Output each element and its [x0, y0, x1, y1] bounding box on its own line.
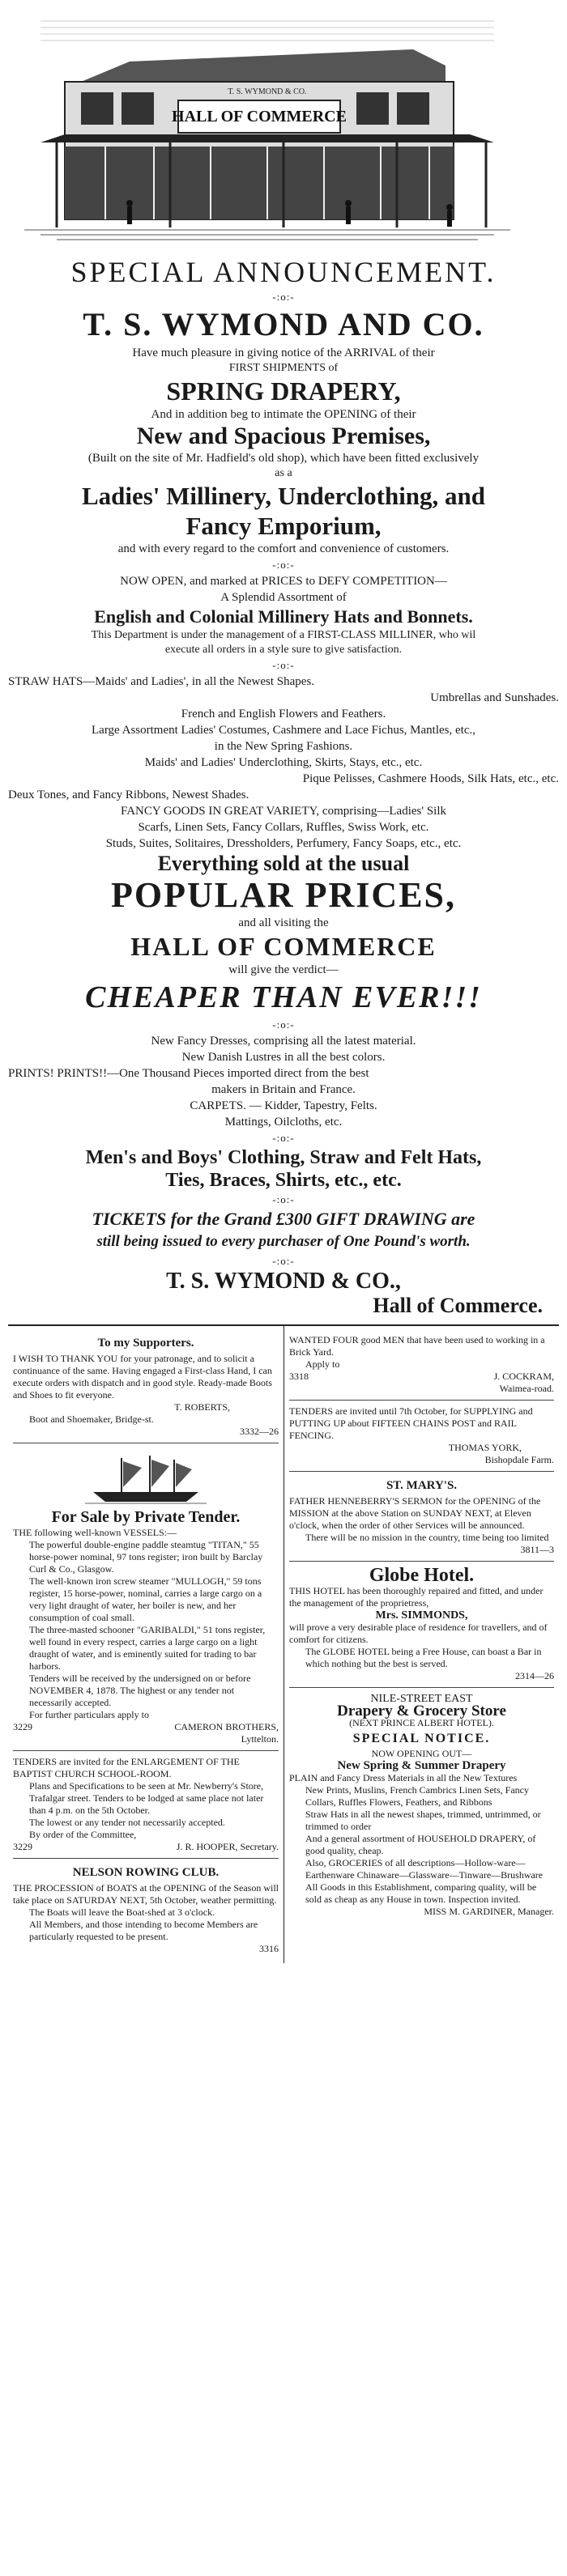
ad-number: 3811—3 [520, 1544, 554, 1555]
ad-paragraph: Plans and Specifications to be seen at Mr. Newberry's Store, Trafalgar street. Tenders to be lodged at same place not later than 4 p.m. on the 5th October. [29, 1780, 264, 1816]
ad-intro: THE following well-known VESSELS:— [13, 1527, 177, 1538]
as-a-line: as a [275, 467, 292, 479]
ad-body: FATHER HENNEBERRY'S SERMON for the OPENING of the MISSION at the above Station on SUNDAY NEXT, at Eleven o'clock, when the order of other Services will be announced. [289, 1495, 541, 1531]
announcement-title: SPECIAL ANNOUNCEMENT. [70, 256, 497, 288]
ad-paragraph: There will be no mission in the country, time being too limited [305, 1532, 549, 1543]
more-line: CARPETS. — Kidder, Tapestry, Felts. [190, 1099, 377, 1112]
popular-prices-heading: POPULAR PRICES, [110, 875, 457, 915]
ad-signature: THOMAS YORK, [448, 1442, 522, 1453]
separator: -:o:- [272, 659, 295, 671]
ad-heading: NELSON ROWING CLUB. [72, 1866, 220, 1879]
hall-of-commerce-engraving [8, 5, 526, 248]
ad-heading: For Sale by Private Tender. [51, 1508, 241, 1526]
ad-number: 3332—26 [240, 1426, 279, 1437]
separator: -:o:- [272, 1193, 295, 1205]
visiting-line: and all visiting the [238, 916, 329, 929]
ad-paragraph: Tenders will be received by the undersigned on or before NOVEMBER 4, 1878. The highest or any tender not necessarily accepted. [29, 1673, 251, 1708]
ad-footer [13, 1841, 279, 1853]
nile-street-ad [289, 1688, 554, 1923]
ad-now-opening: NOW OPENING OUT— [371, 1748, 472, 1759]
ad-footer [13, 1721, 279, 1733]
separator: -:o:- [272, 291, 295, 303]
ad-place: Lyttelton. [241, 1733, 279, 1745]
signature-hall: Hall of Commerce. [373, 1294, 543, 1317]
list-line: Scarfs, Linen Sets, Fancy Collars, Ruffles, Swiss Work, etc. [138, 821, 429, 834]
signature-company: T. S. WYMOND & CO., [166, 1269, 401, 1294]
ad-body: WANTED FOUR good MEN that have been used to working in a Brick Yard. [289, 1334, 545, 1358]
fencing-tender-ad [289, 1401, 554, 1472]
more-line: New Fancy Dresses, comprising all the latest material. [151, 1035, 416, 1048]
ad-heading: NILE-STREET EAST [370, 1693, 473, 1705]
list-line: STRAW HATS—Maids' and Ladies', in all the Newest Shapes. [8, 675, 315, 688]
ad-paragraph: PLAIN and Fancy Dress Materials in all the New Textures [289, 1772, 518, 1783]
mens-heading: Men's and Boys' Clothing, Straw and Felt Hats, [85, 1147, 482, 1168]
vessels-sale-ad [13, 1443, 279, 1751]
ad-paragraph: By order of the Committee, [29, 1829, 137, 1840]
intro-line: FIRST SHIPMENTS of [228, 362, 339, 374]
ad-signature: T. ROBERTS, [174, 1401, 230, 1413]
emporium-heading: Fancy Emporium, [185, 512, 382, 540]
ad-number: 3229 [13, 1841, 32, 1852]
ad-paragraph: The powerful double-engine paddle steamtug "TITAN," 55 horse-power nominal, 97 tons register; iron built by Barclay Curl & Co., Glasgow. [29, 1539, 263, 1575]
ad-signature: J. R. HOOPER, Secretary. [176, 1841, 279, 1852]
emporium-heading: Ladies' Millinery, Underclothing, and [81, 482, 486, 510]
list-line: Large Assortment Ladies' Costumes, Cashmere and Lace Fichus, Mantles, etc., [92, 724, 475, 737]
company-name: T. S. WYMOND AND CO. [83, 306, 484, 342]
ad-body: THIS HOTEL has been thoroughly repaired and fitted, and under the management of the proprietress, [289, 1585, 544, 1609]
ad-heading: ST. MARY'S. [386, 1479, 458, 1492]
ad-subheading: (NEXT PRINCE ALBERT HOTEL). [349, 1717, 494, 1728]
ad-proprietress: Mrs. SIMMONDS, [375, 1609, 468, 1622]
ad-paragraph: The lowest or any tender not necessarily accepted. [29, 1817, 225, 1828]
ad-signature: CAMERON BROTHERS, [174, 1721, 279, 1732]
intro-line: And in addition beg to intimate the OPENING of their [151, 408, 416, 421]
separator: -:o:- [272, 1255, 295, 1267]
list-line: in the New Spring Fashions. [214, 740, 353, 753]
list-line: Deux Tones, and Fancy Ribbons, Newest Shades. [8, 789, 249, 801]
verdict-line: will give the verdict— [228, 963, 339, 976]
spring-drapery-heading: SPRING DRAPERY, [166, 376, 401, 406]
ad-paragraph: The Boats will leave the Boat-shed at 3 o'clock. [29, 1906, 215, 1918]
ad-special-notice: SPECIAL NOTICE. [352, 1732, 491, 1745]
ad-paragraph: The well-known iron screw steamer "MULLOGH," 59 tons register, 15 horse-power, nominal, carries a large cargo on a very light draught of water, her boiler is new, and her consumption of coal small. [29, 1575, 262, 1623]
more-line: PRINTS! PRINTS!!—One Thousand Pieces imported direct from the best [8, 1067, 369, 1080]
ad-paragraph: For further particulars apply to [29, 1709, 149, 1720]
ad-paragraph: New Prints, Muslins, French Cambrics Linen Sets, Fancy Collars, Ruffles Flowers, Feathers, and Ribbons [305, 1784, 529, 1808]
mens-heading: Ties, Braces, Shirts, etc., etc. [165, 1170, 402, 1191]
separator: -:o:- [272, 1018, 295, 1031]
ad-heading: To my Supporters. [97, 1337, 194, 1350]
ad-number: 2314—26 [515, 1670, 554, 1681]
separator: -:o:- [272, 1132, 295, 1144]
ad-body: I WISH TO THANK YOU for your patronage, and to solicit a continuance of the same. Having engaged a First-class Hand, I can execute orders with dispatch and in good style. Ready-made Boots and Shoes to fit everyone. [13, 1353, 272, 1401]
ad-heading: Globe Hotel. [369, 1565, 475, 1586]
ad-body: THE PROCESSION of BOATS at the OPENING of the Season will take place on SATURDAY NEXT, 5th October, weather permitting. [13, 1882, 279, 1906]
ad-signature: MISS M. GARDINER, Manager. [424, 1906, 554, 1917]
more-line: Mattings, Oilcloths, etc. [224, 1116, 343, 1129]
rowing-club-ad [13, 1859, 279, 1960]
classifieds-columns [8, 1324, 559, 1963]
premises-heading: New and Spacious Premises, [136, 423, 431, 449]
everything-sold-heading: Everything sold at the usual [157, 852, 410, 875]
hall-heading: HALL OF COMMERCE [130, 932, 437, 961]
ad-paragraph: All Members, and those intending to become Members are particularly requested to be present. [29, 1919, 258, 1942]
left-column [8, 1326, 284, 1963]
list-line: French and English Flowers and Feathers. [181, 708, 386, 721]
ad-place: Bishopdale Farm. [484, 1454, 554, 1465]
ad-paragraph: Also, GROCERIES of all descriptions—Hollow-ware—Earthenware Chinaware—Glassware—Tinware—Brushware [305, 1857, 544, 1881]
ad-heading: Drapery & Grocery Store [337, 1702, 506, 1719]
ad-paragraph: The GLOBE HOTEL being a Free House, can boast a Bar in which nothing but the best is served. [305, 1646, 542, 1669]
separator: -:o:- [272, 559, 295, 571]
more-line: New Danish Lustres in all the best colors. [181, 1051, 386, 1064]
ad-body: TENDERS are invited until 7th October, for SUPPLYING and PUTTING UP about FIFTEEN CHAINS POST and RAIL FENCING. [289, 1405, 533, 1441]
ad-paragraph: will prove a very desirable place of residence for travellers, and of comfort for citizens. [289, 1622, 548, 1645]
ad-number: 3318 [289, 1371, 309, 1382]
splendid-line: A Splendid Assortment of [220, 591, 347, 604]
ad-place: Waimea-road. [499, 1383, 554, 1394]
millinery-heading: English and Colonial Millinery Hats and Bonnets. [94, 606, 473, 627]
dept-line: This Department is under the management of a FIRST-CLASS MILLINER, who wil [91, 629, 476, 641]
ad-paragraph: The three-masted schooner "GARIBALDI," 51 tons register, well found in every respect, carries a large cargo on a light draught of water, and is eminently suited for trading to bar harbors. [29, 1624, 266, 1672]
list-line: Studs, Suites, Solitaires, Dressholders, Perfumery, Fancy Soaps, etc., etc. [105, 837, 462, 850]
supporters-ad [13, 1329, 279, 1443]
ad-paragraph: All Goods in this Establishment, comparing quality, will be sold as cheap as any House in town. Inspection invited. [305, 1881, 537, 1905]
baptist-tender-ad [13, 1751, 279, 1859]
ship-icon [85, 1452, 207, 1508]
list-line: Pique Pelisses, Cashmere Hoods, Silk Hats, etc., etc. [302, 772, 559, 785]
ad-address: Boot and Shoemaker, Bridge-st. [29, 1413, 154, 1425]
ad-signature: J. COCKRAM, [493, 1371, 554, 1382]
tickets-heading: TICKETS for the Grand £300 GIFT DRAWING are [92, 1209, 475, 1229]
ad-number: 3316 [259, 1943, 279, 1954]
cheaper-heading: CHEAPER THAN EVER!!! [85, 980, 482, 1014]
now-open-line: NOW OPEN, and marked at PRICES to DEFY COMPETITION— [120, 575, 447, 588]
list-line: Maids' and Ladies' Underclothing, Skirts, Stays, etc., etc. [144, 756, 423, 769]
intro-line: Have much pleasure in giving notice of the ARRIVAL of their [132, 346, 435, 359]
ad-drapery: New Spring & Summer Drapery [337, 1759, 506, 1772]
dept-line: execute all orders in a style sure to give satisfaction. [164, 644, 403, 656]
tickets-heading: still being issued to every purchaser of One Pound's worth. [96, 1233, 471, 1250]
engraving-sign-top: T. S. WYMOND & CO. [228, 87, 307, 96]
comfort-line: and with every regard to the comfort and convenience of customers. [117, 542, 450, 555]
wanted-ad [289, 1329, 554, 1401]
list-line: FANCY GOODS IN GREAT VARIETY, comprising—Ladies' Silk [120, 805, 447, 818]
ad-apply: Apply to [305, 1358, 340, 1370]
list-line: Umbrellas and Sunshades. [430, 691, 559, 704]
newspaper-page [8, 0, 559, 1963]
st-marys-ad [289, 1472, 554, 1562]
right-column [284, 1326, 559, 1963]
ad-footer [289, 1371, 554, 1383]
more-line: makers in Britain and France. [211, 1083, 356, 1096]
engraving-sign-main: HALL OF COMMERCE [172, 108, 347, 125]
ad-number: 3229 [13, 1721, 32, 1732]
ad-paragraph: And a general assortment of HOUSEHOLD DRAPERY, of good quality, cheap. [305, 1833, 536, 1856]
ad-body: TENDERS are invited for the ENLARGEMENT OF THE BAPTIST CHURCH SCHOOL-ROOM. [13, 1756, 240, 1779]
ad-paragraph: Straw Hats in all the newest shapes, trimmed, untrimmed, or trimmed to order [305, 1809, 541, 1832]
built-line: (Built on the site of Mr. Hadfield's old shop), which have been fitted exclusively [87, 452, 480, 465]
globe-hotel-ad [289, 1562, 554, 1688]
